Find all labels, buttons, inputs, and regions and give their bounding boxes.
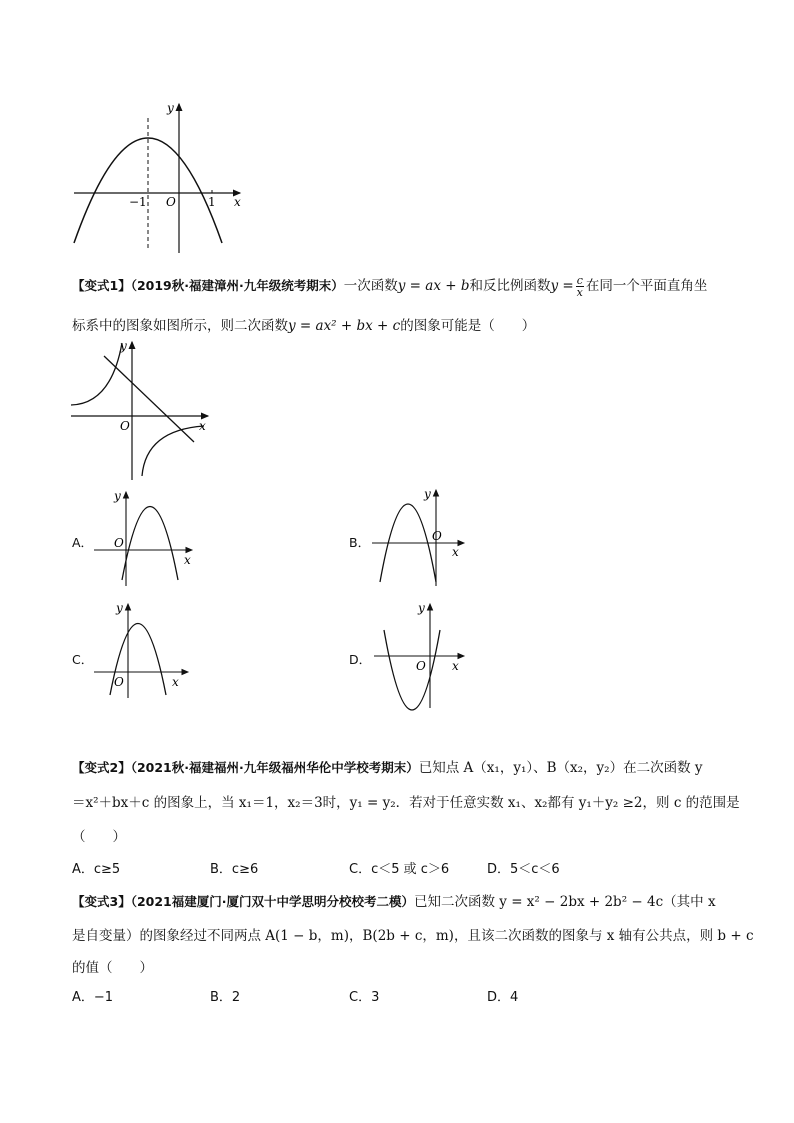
option-d-graph[interactable]	[368, 600, 473, 712]
option-b-label[interactable]: B．	[349, 535, 371, 550]
variant-3-tag: 【变式3】	[72, 894, 131, 909]
origin-label: O	[114, 675, 124, 689]
origin-label: O	[114, 536, 124, 550]
variant-2-tag: 【变式2】	[72, 760, 131, 775]
text: 已知点 A（x₁，y₁）、B（x₂，y₂）在二次函数 y	[418, 760, 703, 776]
option-d-label[interactable]: D．	[349, 652, 372, 667]
variant-3-answer-d[interactable]: D．4	[487, 990, 519, 1005]
variant-3-source: （2021福建厦门·厦门双十中学思明分校校考二模）	[130, 894, 414, 909]
origin-label: O	[120, 419, 130, 433]
numerator: c	[576, 274, 583, 287]
formula-y: y =	[550, 278, 574, 294]
variant-1-tag: 【变式1】	[72, 278, 131, 293]
x-label: x	[452, 545, 459, 559]
variant-2-answer-c[interactable]: C．c＜5 或 c＞6	[349, 862, 450, 877]
variant-3-answer-c[interactable]: C．3	[349, 990, 380, 1005]
x-label: x	[184, 553, 191, 567]
formula-quadratic: y = ax² + bx + c	[288, 318, 401, 334]
text: 是自变量）的图象经过不同两点 A(1 − b，m)，B(2b + c，m)，且该二次函数的图象与 x 轴有公共点，则 b + c	[72, 928, 754, 944]
variant-2-line-1	[72, 756, 703, 776]
tick-one: 1	[208, 195, 216, 209]
parabola-figure	[60, 98, 260, 258]
variant-3-line-1	[72, 890, 716, 910]
text: （ ）	[72, 829, 126, 845]
variant-3-line-3	[72, 956, 153, 976]
origin-label: O	[416, 659, 426, 673]
y-label: y	[167, 101, 174, 115]
y-label: y	[418, 601, 425, 615]
origin-label: O	[166, 195, 176, 209]
x-label: x	[199, 419, 206, 433]
variant-2-line-3	[72, 825, 126, 845]
x-label: x	[172, 675, 179, 689]
option-b-graph[interactable]	[368, 486, 473, 588]
variant-3-answer-b[interactable]: B．2	[210, 990, 241, 1005]
option-a-label[interactable]: A．	[72, 535, 94, 550]
option-c-label[interactable]: C．	[72, 652, 94, 667]
y-label: y	[424, 487, 431, 501]
text: 在同一个平面直角坐	[585, 278, 708, 294]
variant-2-answer-a[interactable]: A．c≥5	[72, 862, 121, 877]
variant-2-source: （2021秋·福建福州·九年级福州华伦中学校考期末）	[130, 760, 419, 775]
variant-1-line-2	[72, 314, 535, 334]
linear-line	[104, 356, 194, 442]
variant-2-line-2	[72, 791, 740, 811]
linear-inverse-figure	[66, 338, 216, 483]
text: ＝x²＋bx＋c 的图象上，当 x₁＝1，x₂＝3时，y₁ = y₂．若对于任意实数 x₁、x₂都有 y₁＋y₂ ≥2，则 c 的范围是	[72, 795, 740, 811]
text: 已知二次函数 y = x² − 2bx + 2b² − 4c（其中 x	[414, 894, 716, 910]
text: 一次函数	[343, 278, 398, 294]
text: 和反比例函数	[469, 278, 551, 294]
variant-1-source: （2019秋·福建漳州·九年级统考期末）	[130, 278, 344, 293]
variant-2-answer-b[interactable]: B．c≥6	[210, 862, 259, 877]
fraction	[576, 275, 584, 298]
y-label: y	[120, 339, 127, 353]
denominator: x	[576, 286, 583, 299]
hyperbola-left	[71, 343, 122, 405]
y-label: y	[116, 601, 123, 615]
variant-2-answer-d[interactable]: D．5＜c＜6	[487, 862, 560, 877]
x-label: x	[234, 195, 241, 209]
hyperbola-right	[142, 426, 204, 476]
variant-3-line-2	[72, 924, 754, 944]
variant-3-answer-a[interactable]: A．−1	[72, 990, 114, 1005]
y-label: y	[114, 489, 121, 503]
origin-label: O	[432, 529, 442, 543]
option-a-graph[interactable]	[92, 488, 197, 588]
text: 标系中的图象如图所示，则二次函数	[72, 318, 288, 334]
option-c-graph[interactable]	[92, 600, 197, 700]
tick-minus-one: −1	[129, 195, 147, 209]
formula-linear: y = ax + b	[397, 278, 470, 294]
text: 的值（ ）	[72, 960, 153, 976]
text: 的图象可能是（ ）	[400, 318, 536, 334]
variant-1-line-1	[72, 274, 707, 298]
x-label: x	[452, 659, 459, 673]
